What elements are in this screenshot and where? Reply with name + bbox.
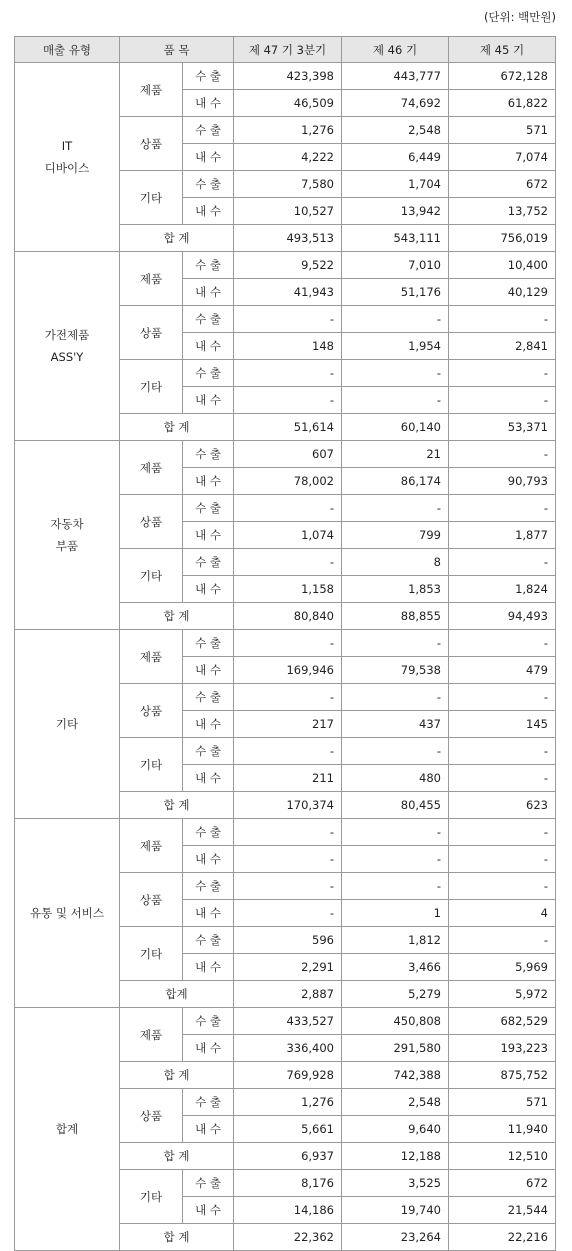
- value-cell: -: [449, 630, 556, 657]
- value-cell: 11,940: [449, 1116, 556, 1143]
- value-cell: 74,692: [342, 90, 449, 117]
- category-cell: 상품: [120, 1089, 183, 1143]
- value-cell: -: [449, 306, 556, 333]
- value-cell: 51,176: [342, 279, 449, 306]
- subtype-cell: 수 출: [183, 549, 234, 576]
- sales-table: [14, 36, 556, 1251]
- value-cell: 80,840: [234, 603, 342, 630]
- subtype-cell: 수 출: [183, 495, 234, 522]
- value-cell: 22,362: [234, 1224, 342, 1251]
- subtype-cell: 수 출: [183, 117, 234, 144]
- value-cell: 9,640: [342, 1116, 449, 1143]
- value-cell: 79,538: [342, 657, 449, 684]
- value-cell: -: [342, 630, 449, 657]
- value-cell: 672: [449, 1170, 556, 1197]
- value-cell: -: [449, 738, 556, 765]
- value-cell: 623: [449, 792, 556, 819]
- subtotal-label: 합 계: [120, 792, 234, 819]
- value-cell: 493,513: [234, 225, 342, 252]
- sales-type-cell: [15, 630, 120, 819]
- value-cell: 1,853: [342, 576, 449, 603]
- sales-type-label: 가전제품: [44, 328, 90, 342]
- value-cell: 8: [342, 549, 449, 576]
- value-cell: 78,002: [234, 468, 342, 495]
- sales-type-label: 부품: [55, 539, 79, 553]
- value-cell: 5,279: [342, 981, 449, 1008]
- subtype-cell: 수 출: [183, 360, 234, 387]
- value-cell: 6,449: [342, 144, 449, 171]
- subtotal-label: 합 계: [120, 1143, 234, 1170]
- subtype-cell: 수 출: [183, 1089, 234, 1116]
- category-cell: 제품: [120, 819, 183, 873]
- sales-type-label: ASS'Y: [50, 350, 84, 364]
- unit-note: (단위: 백만원): [483, 10, 556, 24]
- value-cell: 1,704: [342, 171, 449, 198]
- value-cell: 1,824: [449, 576, 556, 603]
- value-cell: 756,019: [449, 225, 556, 252]
- value-cell: -: [342, 387, 449, 414]
- subtype-cell: 내 수: [183, 657, 234, 684]
- value-cell: -: [342, 360, 449, 387]
- value-cell: 433,527: [234, 1008, 342, 1035]
- value-cell: -: [449, 765, 556, 792]
- value-cell: 21: [342, 441, 449, 468]
- value-cell: 672: [449, 171, 556, 198]
- sales-type-cell: [15, 1008, 120, 1251]
- subtype-cell: 수 출: [183, 63, 234, 90]
- value-cell: 1,812: [342, 927, 449, 954]
- value-cell: 682,529: [449, 1008, 556, 1035]
- value-cell: 7,074: [449, 144, 556, 171]
- value-cell: 672,128: [449, 63, 556, 90]
- value-cell: 799: [342, 522, 449, 549]
- value-cell: 8,176: [234, 1170, 342, 1197]
- subtotal-label: 합 계: [120, 414, 234, 441]
- subtotal-label: 합 계: [120, 603, 234, 630]
- value-cell: 4,222: [234, 144, 342, 171]
- subtype-cell: 내 수: [183, 387, 234, 414]
- value-cell: 12,188: [342, 1143, 449, 1170]
- value-cell: 543,111: [342, 225, 449, 252]
- value-cell: -: [449, 873, 556, 900]
- value-cell: 291,580: [342, 1035, 449, 1062]
- value-cell: -: [449, 387, 556, 414]
- value-cell: 5,972: [449, 981, 556, 1008]
- table-row: [15, 630, 556, 657]
- value-cell: -: [234, 360, 342, 387]
- subtype-cell: 내 수: [183, 468, 234, 495]
- value-cell: 1,158: [234, 576, 342, 603]
- subtype-cell: 내 수: [183, 900, 234, 927]
- subtype-cell: 수 출: [183, 306, 234, 333]
- value-cell: 1: [342, 900, 449, 927]
- value-cell: 13,752: [449, 198, 556, 225]
- category-cell: 제품: [120, 252, 183, 306]
- subtotal-label: 합 계: [120, 1062, 234, 1089]
- value-cell: 2,548: [342, 1089, 449, 1116]
- subtype-cell: 내 수: [183, 1035, 234, 1062]
- subtype-cell: 수 출: [183, 171, 234, 198]
- value-cell: 742,388: [342, 1062, 449, 1089]
- value-cell: -: [342, 306, 449, 333]
- value-cell: 5,661: [234, 1116, 342, 1143]
- subtype-cell: 수 출: [183, 684, 234, 711]
- category-cell: 기타: [120, 360, 183, 414]
- sales-type-cell: [15, 819, 120, 1008]
- value-cell: -: [234, 738, 342, 765]
- value-cell: -: [449, 927, 556, 954]
- value-cell: -: [449, 441, 556, 468]
- value-cell: 3,525: [342, 1170, 449, 1197]
- value-cell: 169,946: [234, 657, 342, 684]
- value-cell: 40,129: [449, 279, 556, 306]
- value-cell: 9,522: [234, 252, 342, 279]
- subtotal-label: 합계: [120, 981, 234, 1008]
- value-cell: 53,371: [449, 414, 556, 441]
- value-cell: 769,928: [234, 1062, 342, 1089]
- value-cell: -: [234, 819, 342, 846]
- value-cell: -: [234, 684, 342, 711]
- value-cell: -: [234, 306, 342, 333]
- category-cell: 기타: [120, 927, 183, 981]
- subtype-cell: 수 출: [183, 738, 234, 765]
- header-period-47q3: 제 47 기 3분기: [234, 37, 342, 63]
- sales-type-cell: [15, 63, 120, 252]
- value-cell: 193,223: [449, 1035, 556, 1062]
- value-cell: 596: [234, 927, 342, 954]
- table-row: [15, 252, 556, 279]
- value-cell: -: [342, 738, 449, 765]
- value-cell: 1,276: [234, 117, 342, 144]
- subtype-cell: 수 출: [183, 927, 234, 954]
- value-cell: 94,493: [449, 603, 556, 630]
- value-cell: 2,887: [234, 981, 342, 1008]
- value-cell: 217: [234, 711, 342, 738]
- category-cell: 기타: [120, 738, 183, 792]
- value-cell: 86,174: [342, 468, 449, 495]
- value-cell: 21,544: [449, 1197, 556, 1224]
- subtype-cell: 내 수: [183, 954, 234, 981]
- value-cell: 46,509: [234, 90, 342, 117]
- table-row: [15, 441, 556, 468]
- header-period-46: 제 46 기: [342, 37, 449, 63]
- value-cell: -: [449, 684, 556, 711]
- subtype-cell: 내 수: [183, 144, 234, 171]
- header-item: 품 목: [120, 37, 234, 63]
- sales-type-label: IT: [61, 139, 73, 153]
- value-cell: 1,276: [234, 1089, 342, 1116]
- subtype-cell: 내 수: [183, 333, 234, 360]
- value-cell: 10,400: [449, 252, 556, 279]
- value-cell: 7,580: [234, 171, 342, 198]
- category-cell: 기타: [120, 549, 183, 603]
- category-cell: 제품: [120, 63, 183, 117]
- value-cell: 607: [234, 441, 342, 468]
- table-row: [15, 1008, 556, 1035]
- table-body: [15, 63, 556, 1251]
- value-cell: 5,969: [449, 954, 556, 981]
- value-cell: -: [234, 900, 342, 927]
- value-cell: 14,186: [234, 1197, 342, 1224]
- value-cell: 90,793: [449, 468, 556, 495]
- category-cell: 기타: [120, 171, 183, 225]
- value-cell: -: [449, 495, 556, 522]
- header-sales-type: 매출 유형: [15, 37, 120, 63]
- header-period-45: 제 45 기: [449, 37, 556, 63]
- value-cell: -: [234, 846, 342, 873]
- value-cell: 4: [449, 900, 556, 927]
- value-cell: 10,527: [234, 198, 342, 225]
- subtype-cell: 수 출: [183, 819, 234, 846]
- subtype-cell: 수 출: [183, 441, 234, 468]
- subtype-cell: 내 수: [183, 198, 234, 225]
- value-cell: 2,548: [342, 117, 449, 144]
- subtype-cell: 내 수: [183, 846, 234, 873]
- value-cell: -: [449, 360, 556, 387]
- sales-type-cell: [15, 252, 120, 441]
- subtotal-label: 합 계: [120, 1224, 234, 1251]
- value-cell: 2,291: [234, 954, 342, 981]
- value-cell: 6,937: [234, 1143, 342, 1170]
- value-cell: -: [234, 387, 342, 414]
- value-cell: -: [234, 549, 342, 576]
- category-cell: 상품: [120, 117, 183, 171]
- value-cell: -: [342, 819, 449, 846]
- value-cell: -: [234, 630, 342, 657]
- table-row: [15, 819, 556, 846]
- subtype-cell: 수 출: [183, 1008, 234, 1035]
- subtype-cell: 수 출: [183, 873, 234, 900]
- value-cell: -: [449, 846, 556, 873]
- value-cell: 443,777: [342, 63, 449, 90]
- value-cell: 7,010: [342, 252, 449, 279]
- value-cell: 61,822: [449, 90, 556, 117]
- subtype-cell: 내 수: [183, 90, 234, 117]
- sales-type-label: 유통 및 서비스: [30, 906, 104, 920]
- value-cell: -: [342, 846, 449, 873]
- value-cell: 211: [234, 765, 342, 792]
- subtype-cell: 내 수: [183, 765, 234, 792]
- category-cell: 기타: [120, 1170, 183, 1224]
- value-cell: -: [342, 684, 449, 711]
- sales-type-label: 합계: [55, 1122, 79, 1136]
- category-cell: 상품: [120, 684, 183, 738]
- value-cell: 480: [342, 765, 449, 792]
- sales-type-cell: [15, 441, 120, 630]
- value-cell: 336,400: [234, 1035, 342, 1062]
- value-cell: -: [449, 819, 556, 846]
- header-row: [15, 37, 556, 63]
- category-cell: 상품: [120, 873, 183, 927]
- value-cell: -: [342, 873, 449, 900]
- subtype-cell: 내 수: [183, 711, 234, 738]
- value-cell: 80,455: [342, 792, 449, 819]
- table-row: [15, 63, 556, 90]
- subtype-cell: 수 출: [183, 1170, 234, 1197]
- value-cell: 1,074: [234, 522, 342, 549]
- category-cell: 상품: [120, 306, 183, 360]
- subtype-cell: 내 수: [183, 522, 234, 549]
- subtype-cell: 수 출: [183, 252, 234, 279]
- value-cell: -: [234, 495, 342, 522]
- category-cell: 제품: [120, 630, 183, 684]
- subtotal-label: 합 계: [120, 225, 234, 252]
- value-cell: 571: [449, 117, 556, 144]
- value-cell: 23,264: [342, 1224, 449, 1251]
- value-cell: 12,510: [449, 1143, 556, 1170]
- sales-type-label: 기타: [55, 717, 79, 731]
- subtype-cell: 내 수: [183, 576, 234, 603]
- value-cell: 1,954: [342, 333, 449, 360]
- value-cell: 1,877: [449, 522, 556, 549]
- value-cell: 450,808: [342, 1008, 449, 1035]
- value-cell: 88,855: [342, 603, 449, 630]
- sales-type-label: 디바이스: [44, 161, 90, 175]
- sales-type-label: 자동차: [50, 517, 84, 531]
- value-cell: -: [449, 549, 556, 576]
- value-cell: 145: [449, 711, 556, 738]
- value-cell: 875,752: [449, 1062, 556, 1089]
- value-cell: 19,740: [342, 1197, 449, 1224]
- subtype-cell: 내 수: [183, 1197, 234, 1224]
- category-cell: 상품: [120, 495, 183, 549]
- subtype-cell: 수 출: [183, 630, 234, 657]
- value-cell: 148: [234, 333, 342, 360]
- value-cell: 571: [449, 1089, 556, 1116]
- value-cell: 60,140: [342, 414, 449, 441]
- category-cell: 제품: [120, 1008, 183, 1062]
- category-cell: 제품: [120, 441, 183, 495]
- value-cell: 41,943: [234, 279, 342, 306]
- value-cell: 51,614: [234, 414, 342, 441]
- value-cell: 2,841: [449, 333, 556, 360]
- value-cell: 3,466: [342, 954, 449, 981]
- value-cell: 437: [342, 711, 449, 738]
- value-cell: 479: [449, 657, 556, 684]
- value-cell: 170,374: [234, 792, 342, 819]
- subtype-cell: 내 수: [183, 279, 234, 306]
- subtype-cell: 내 수: [183, 1116, 234, 1143]
- value-cell: 13,942: [342, 198, 449, 225]
- value-cell: -: [234, 873, 342, 900]
- value-cell: 423,398: [234, 63, 342, 90]
- value-cell: 22,216: [449, 1224, 556, 1251]
- value-cell: -: [342, 495, 449, 522]
